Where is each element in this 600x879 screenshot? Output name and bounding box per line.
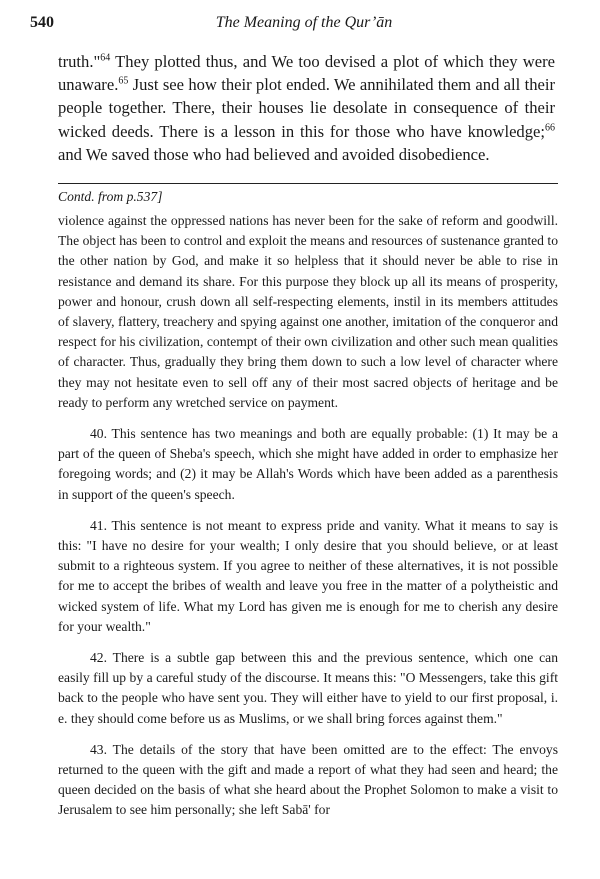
continued-label: Contd. from p.537]	[58, 189, 163, 204]
main-text	[58, 50, 555, 166]
main-text-part-3: Just see how their plot ended. We annihilated them and all their people together. There, their houses lie desolate in consequence of their wicked deeds. There is a lesson in this for those who have knowledge;	[58, 75, 555, 141]
footnote-43: 43. The details of the story that have been omitted are to the effect: The envoys returned to the queen with the gift and made a report of what they had seen and heard; the queen decided on the basis of what she heard about the Prophet Solomon to make a visit to Jerusalem to see him personally; she left Sabā' for	[58, 741, 558, 818]
page-header	[30, 14, 578, 38]
footnote-ref-64: 64	[100, 52, 111, 64]
running-title: The Meaning of the Qur’ān	[215, 14, 393, 31]
footnote-divider	[58, 183, 558, 184]
footnotes	[58, 211, 558, 832]
footnote-41: 41. This sentence is not meant to express pride and vanity. What it means to say is this: "I have no desire for your wealth; I only desire that you should believe, or at least submit to a righteous system. If you agree to neither of these alternatives, it is not possible for me to accept the bribes of wealth and leave you free in the matter of a polytheistic and wicked system of life. What my Lord has given me is enough for me to cherish any desire for your wealth."	[58, 517, 558, 634]
main-text-part-1: truth."	[58, 52, 101, 71]
main-text-part-2: They plotted thus, and We too devised a plot of which they were unaware.	[58, 52, 555, 95]
footnote-ref-65: 65	[118, 75, 129, 87]
footnote-40: 40. This sentence has two meanings and both are equally probable: (1) It may be a part of the queen of Sheba's speech, which she might have added in order to emphasize her foregoing words; and (2) it may be Allah's Words which have been added as a parenthesis in support of the queen's speech.	[58, 426, 558, 502]
main-text-part-4: and We saved those who had believed and avoided disobedience.	[58, 144, 490, 164]
footnote-ref-66: 66	[545, 122, 555, 134]
page-number: 540	[30, 14, 54, 31]
footnote-continued: violence against the oppressed nations has never been for the sake of reform and goodwill. The object has been to control and exploit the means and resources of sustenance granted to the other nation by God, and make it so helpless that it should never be able to rise in resistance and demand its share. For this purpose they block up all its means of prosperity, power and honour, crush down all self-respecting elements, instil in its members attitudes of slavery, flattery, treachery and spying against one another, imitation of the conqueror and respect for his civilization, contempt of their own civilization and other such mean qualities of character. Thus, gradually they bring them down to such a low level of character where they may not hesitate even to sell off any of their most sacred objects of heritage and be ready to perform any wretched service on payment.	[58, 213, 558, 410]
footnote-42: 42. There is a subtle gap between this and the previous sentence, which one can easily fill up by a careful study of the discourse. It means this: "O Messengers, take this gift back to the people who have sent you. They will either have to yield to our first proposal, i. e. they should come before us as Muslims, or we shall bring forces against them."	[58, 650, 558, 726]
